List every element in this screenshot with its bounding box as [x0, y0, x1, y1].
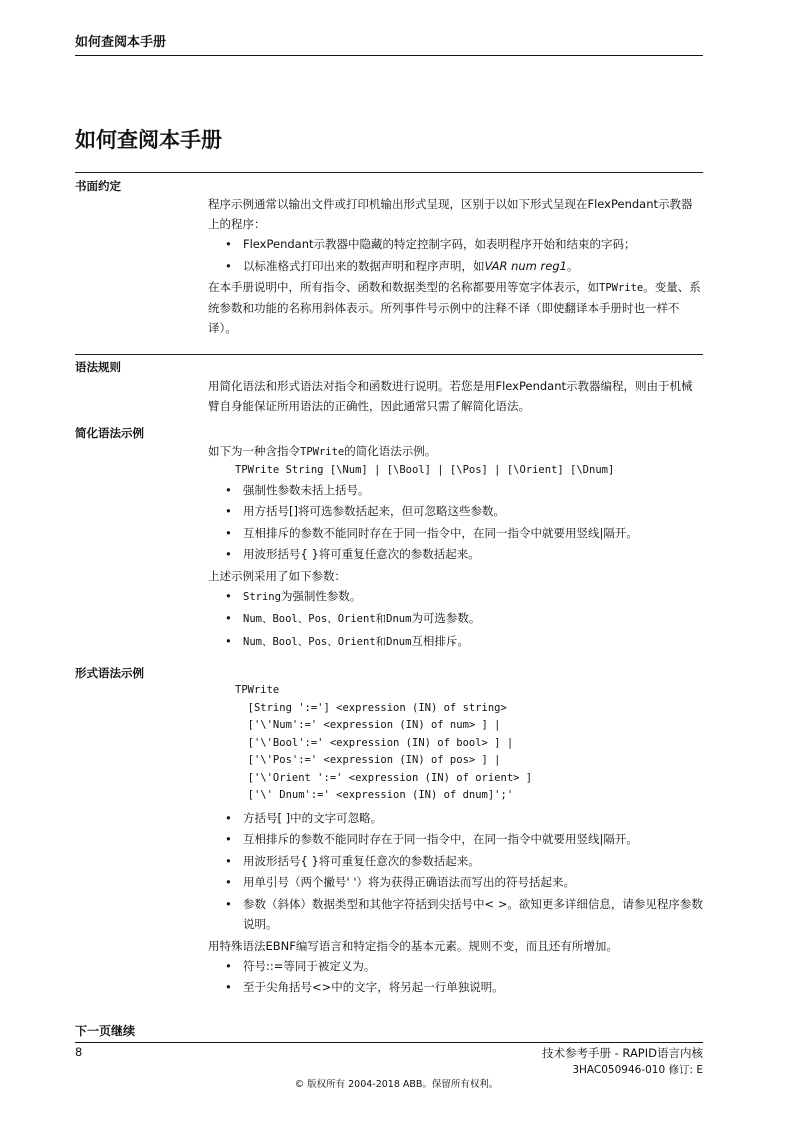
code-line: [String ':='] <expression (IN) of string> [235, 701, 507, 714]
bullet-icon: • [225, 547, 232, 561]
params-list [208, 586, 703, 654]
list-item: • 参数（斜体）数据类型和其他字符括到尖括号中< >。欲知更多详细信息，请参见程序参数说明。 [208, 894, 703, 934]
list-item: • 互相排斥的参数不能同时存在于同一指令中，在同一指令中就要用竖线|隔开。 [208, 829, 703, 851]
bullet-icon: • [225, 875, 232, 889]
bullet-icon: • [225, 611, 232, 625]
conventions-paragraph: 在本手册说明中，所有指令、函数和数据类型的名称都要用等宽字体表示，如TPWrite。变量、系统参数和功能的名称用斜体表示。所列事件号示例中的注释不译（即使翻译本手册时也一样不译）。 [208, 280, 701, 335]
code-line: ['\'Pos':=' <expression (IN) of pos> ] | [235, 754, 501, 766]
inline-code: TPWrite [300, 446, 345, 458]
list-item: • Num、Bool、Pos、Orient和Dnum为可选参数。 [208, 608, 703, 631]
bullet-icon: • [225, 896, 232, 911]
section-heading-formal: 形式语法示例 [75, 666, 144, 680]
simplified-code: TPWrite String [\Num] | [\Bool] | [\Pos] | [\Orient] [\Dnum] [235, 464, 615, 476]
bullet-icon: • [225, 482, 232, 497]
section-heading-syntax: 语法规则 [75, 360, 121, 374]
bullet-icon: • [225, 258, 232, 273]
formal-list [208, 808, 703, 934]
section-conventions [75, 173, 703, 338]
list-item: • 强制性参数未括上括号。 [208, 480, 703, 502]
bullet-icon: • [225, 832, 232, 846]
conventions-intro: 程序示例通常以输出文件或打印机输出形式呈现，区别于以如下形式呈现在FlexPendant示教器上的程序： [208, 197, 693, 231]
section-heading-conventions: 书面约定 [75, 179, 121, 193]
list-item: • 符号::=等同于被定义为。 [208, 956, 703, 978]
list-item: • 用单引号（两个撇号' '）将为获得正确语法而写出的符号括起来。 [208, 872, 703, 894]
running-header: 如何查阅本手册 [75, 34, 703, 56]
copyright: © 版权所有 2004-2018 ABB。保留所有权利。 [294, 1079, 499, 1090]
list-item: • 用波形括号{ }将可重复任意次的参数括起来。 [208, 544, 703, 566]
list-item: • 至于尖角括号<>中的文字，将另起一行单独说明。 [208, 977, 703, 999]
section-heading-simplified: 简化语法示例 [75, 426, 144, 440]
bullet-icon: • [225, 237, 232, 251]
bullet-icon: • [225, 633, 232, 648]
list-item: • String为强制性参数。 [208, 586, 703, 609]
inline-code: TPWrite [599, 282, 644, 294]
bullet-icon: • [225, 504, 232, 518]
bullet-icon: • [225, 853, 232, 868]
bullet-icon: • [225, 958, 232, 973]
section-formal-syntax [75, 665, 703, 999]
ebnf-list [208, 956, 703, 999]
list-item: • 互相排斥的参数不能同时存在于同一指令中，在同一指令中就要用竖线|隔开。 [208, 523, 703, 545]
list-item: • FlexPendant示教器中隐藏的特定控制字码，如表明程序开始和结束的字码； [208, 234, 703, 256]
bullet-icon: • [225, 980, 232, 994]
section-syntax-rules [75, 355, 703, 416]
code-line: TPWrite [235, 684, 280, 696]
list-item: • 方括号[ ]中的文字可忽略。 [208, 808, 703, 830]
syntax-rules-text: 用简化语法和形式语法对指令和函数进行说明。若您是用FlexPendant示教器编程，则由于机械臂自身能保证所用语法的正确性，因此通常只需了解简化语法。 [208, 379, 693, 413]
code-line: ['\' Dnum':=' <expression (IN) of dnum]';' [235, 789, 514, 801]
continued-notice: 下一页继续 [75, 1023, 703, 1043]
list-item: • Num、Bool、Pos、Orient和Dnum互相排斥。 [208, 631, 703, 654]
section-simplified-syntax [75, 425, 703, 653]
conventions-list [208, 234, 703, 277]
list-item: • 用方括号[]将可选参数括起来，但可忽略这些参数。 [208, 501, 703, 523]
code-line: ['\'Num':=' <expression (IN) of num> ] | [235, 719, 501, 731]
italic-example: VAR num reg1 [484, 258, 567, 273]
list-item: • 以标准格式打印出来的数据声明和程序声明，如VAR num reg1。 [208, 256, 703, 278]
simplified-list [208, 480, 703, 566]
list-item: • 用波形括号{ }将可重复任意次的参数括起来。 [208, 851, 703, 873]
params-intro: 上述示例采用了如下参数： [208, 568, 346, 583]
document-id: 3HAC050946-010 修订: E [572, 1064, 703, 1076]
formal-code-block [208, 682, 703, 805]
manual-title: 技术参考手册 - RAPID语言内核 [541, 1046, 703, 1060]
code-line: ['\'Orient ':=' <expression (IN) of orient> ] [235, 771, 533, 784]
main-content [75, 172, 703, 999]
page-number: 8 [75, 1045, 83, 1059]
footer-document-info [542, 1045, 703, 1079]
simplified-intro: 如下为一种含指令TPWrite的简化语法示例。 [208, 444, 437, 458]
code-line: ['\'Bool':=' <expression (IN) of bool> ] | [235, 736, 514, 749]
bullet-icon: • [225, 810, 232, 825]
ebnf-text: 用特殊语法EBNF编写语言和特定指令的基本元素。规则不变，而且还有所增加。 [208, 938, 618, 953]
bullet-icon: • [225, 525, 232, 540]
page-title: 如何查阅本手册 [75, 128, 222, 152]
bullet-icon: • [225, 588, 232, 603]
